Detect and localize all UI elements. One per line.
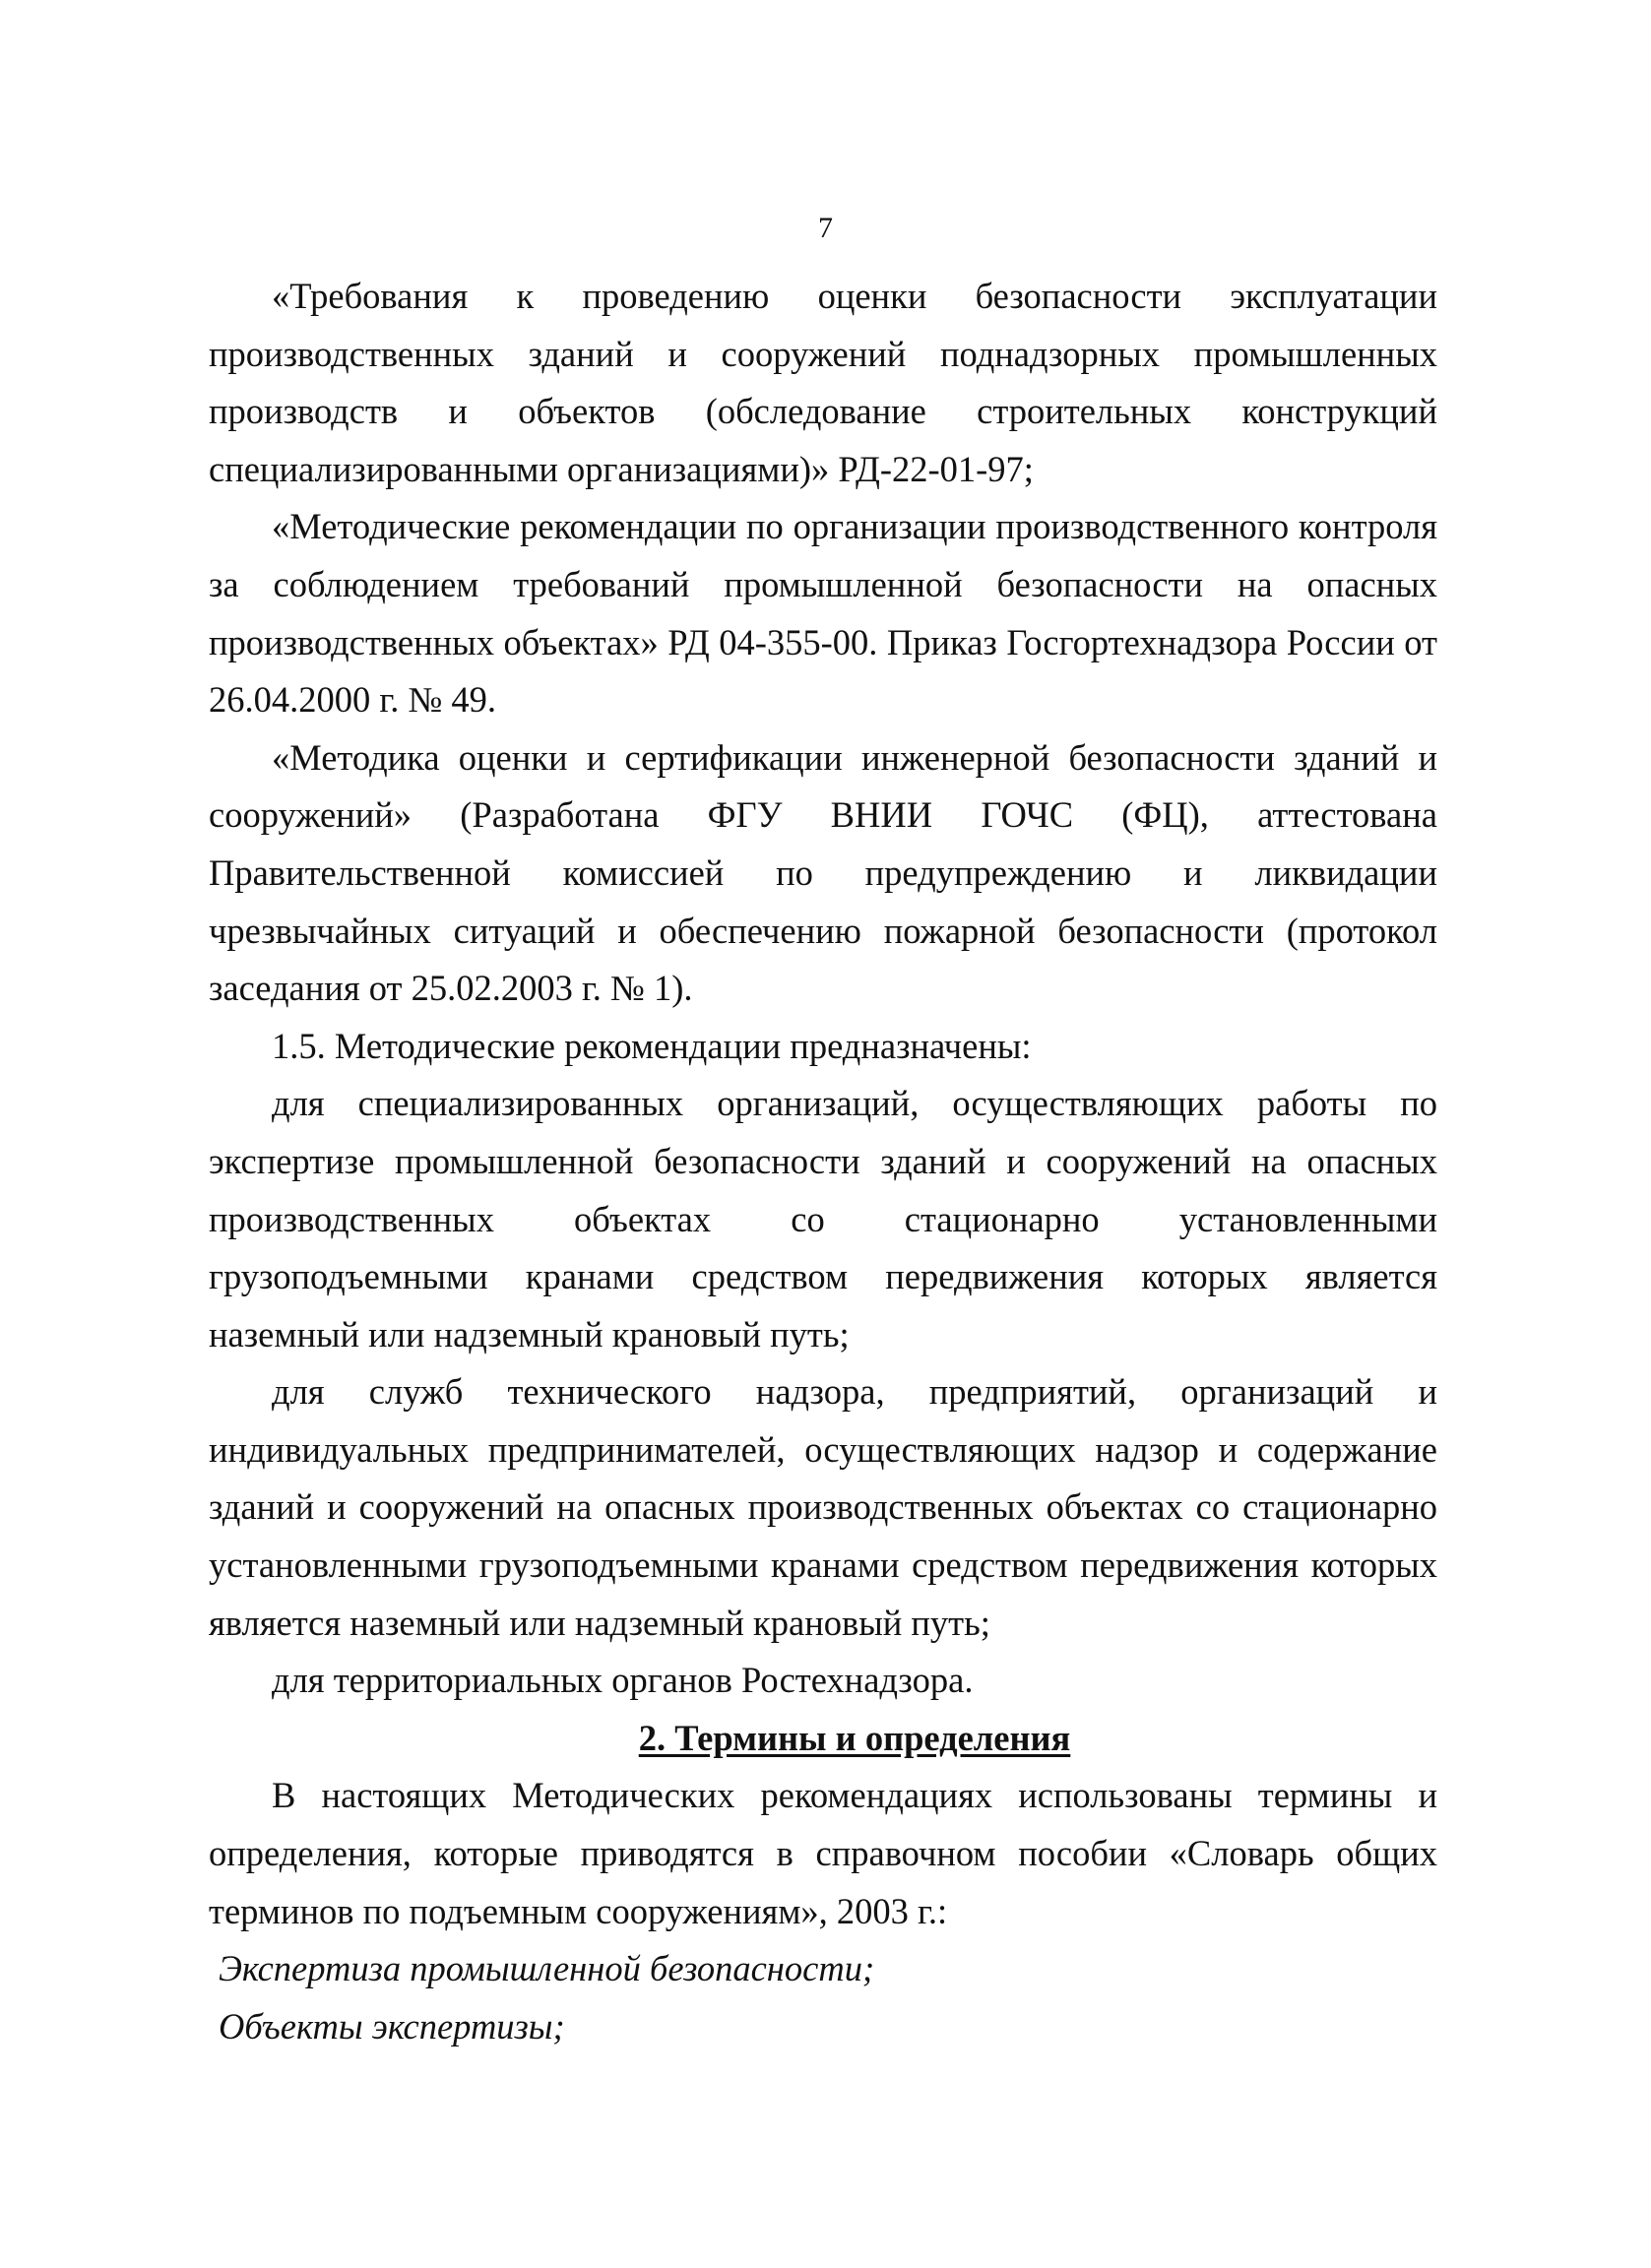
paragraph-rd-04-355-00: «Методические рекомендации по организации производственного контроля за соблюдением требований промышленной безопасности на опасных производственных объектах» РД 04-355-00. Приказ Госгортехнадзора России от 26.04.2000 г. № 49. <box>209 506 1437 721</box>
paragraph-methodology: «Методика оценки и сертификации инженерной безопасности зданий и сооружений» (Разработана ФГУ ВНИИ ГОЧС (ФЦ), аттестована Правительственной комиссией по предупреждению и ликвидации чрезвычайных ситуаций и обеспечению пожарной безопасности (протокол заседания от 25.02.2003 г. № 1). <box>209 736 1437 1009</box>
section-heading: 2. Термины и определения <box>638 1717 1071 1758</box>
term-item: Экспертиза промышленной безопасности; <box>219 1948 875 1989</box>
paragraph-specialized-orgs: для специализированных организаций, осуществляющих работы по экспертизе промышленной безопасности зданий и сооружений на опасных производственных объектах со стационарно установленными грузоподъемными кранами средством передвижения которых является наземный или надземный крановый путь; <box>209 1083 1437 1354</box>
document-body <box>209 268 1437 2055</box>
paragraph-terms-intro: В настоящих Методических рекомендациях использованы термины и определения, которые приводятся в справочном пособии «Словарь общих терминов по подъемным сооружениям», 2003 г.: <box>209 1775 1437 1931</box>
paragraph-territorial-bodies: для территориальных органов Ростехнадзора. <box>272 1660 974 1701</box>
paragraph-technical-supervision: для служб технического надзора, предприятий, организаций и индивидуальных предпринимателей, осуществляющих надзор и содержание зданий и сооружений на опасных производственных объектах со стационарно установленными грузоподъемными кранами средством передвижения которых является наземный или надземный крановый путь; <box>209 1371 1437 1643</box>
section-1-5: 1.5. Методические рекомендации предназначены: <box>272 1025 1032 1066</box>
paragraph-rd-22-01-97: «Требования к проведению оценки безопасности эксплуатации производственных зданий и сооружений поднадзорных промышленных производств и объектов (обследование строительных конструкций специализированными организациями)» РД-22-01-97; <box>209 276 1437 489</box>
term-item: Объекты экспертизы; <box>219 2005 565 2047</box>
page-number: 7 <box>818 212 833 244</box>
